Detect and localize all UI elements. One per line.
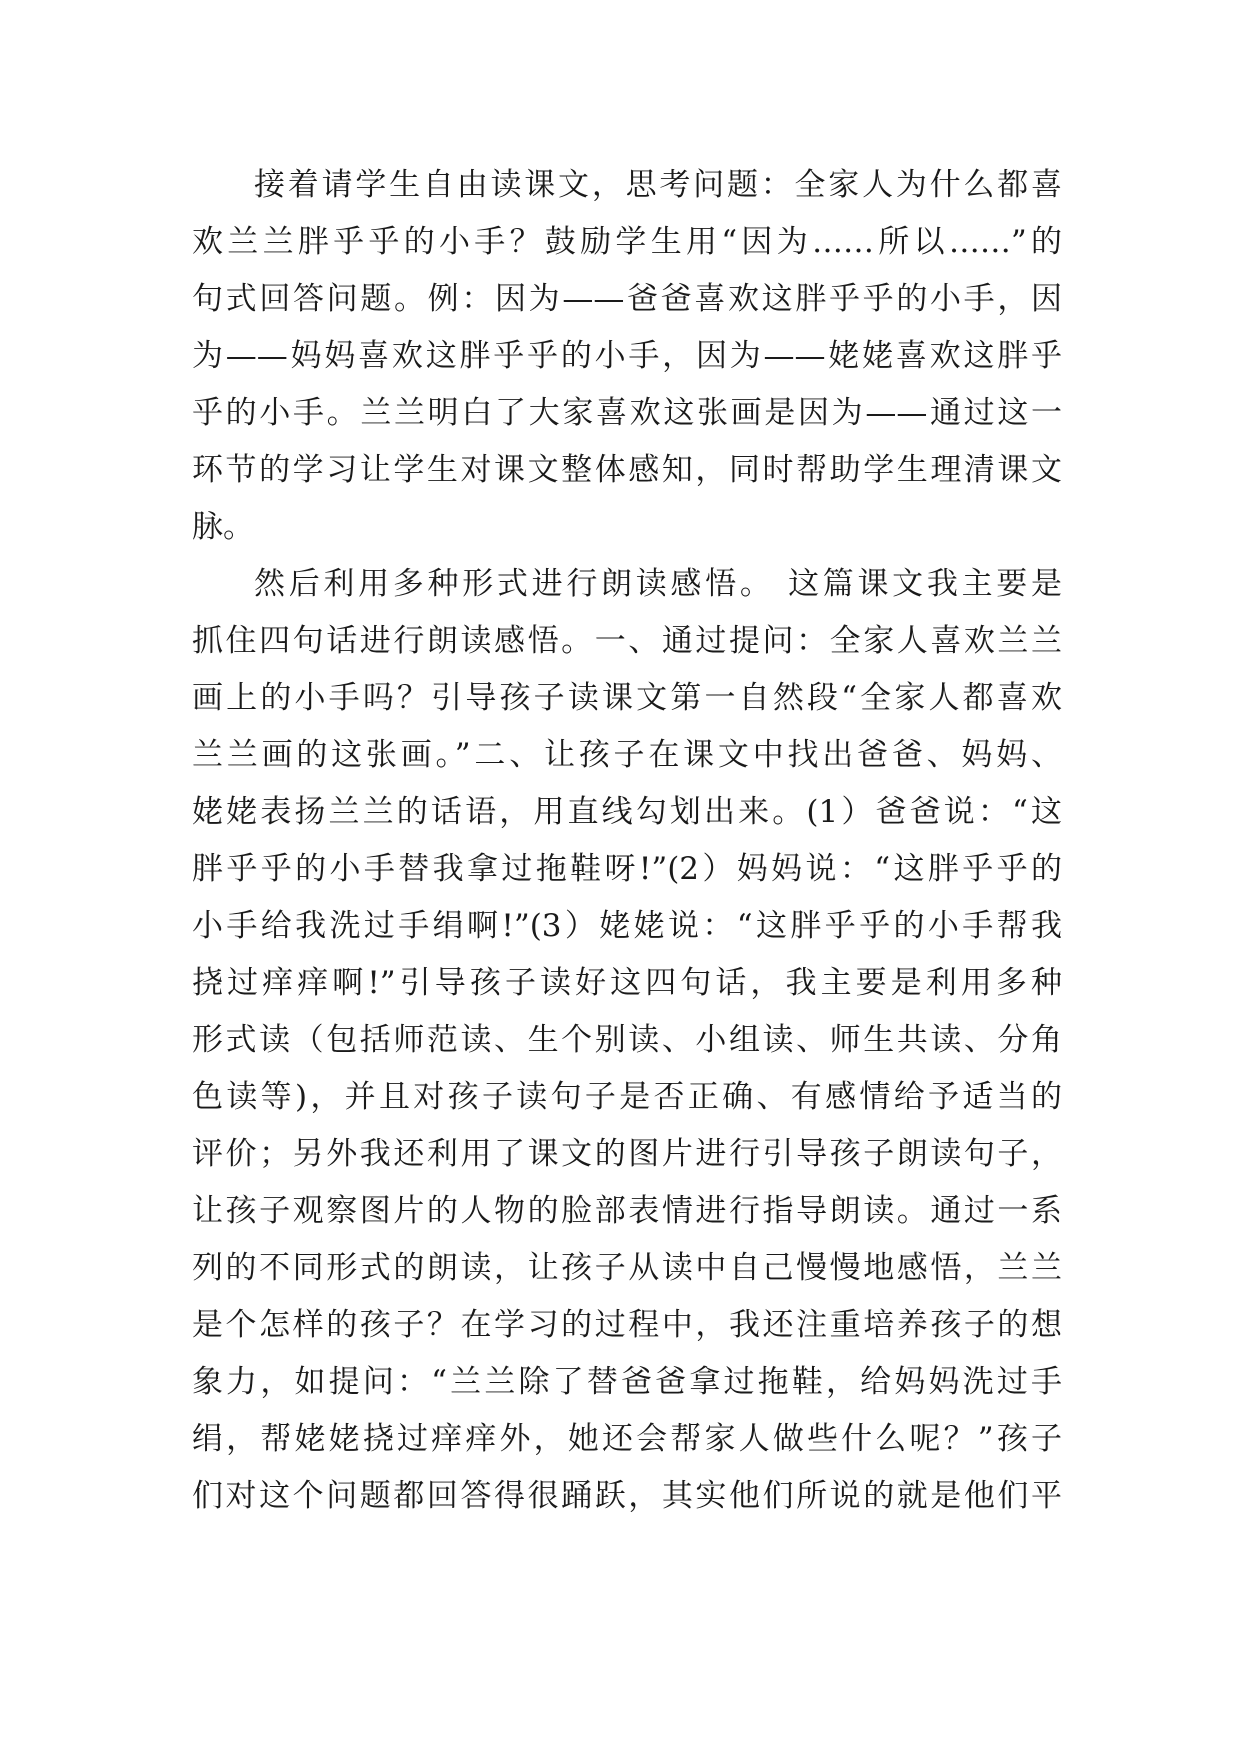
- paragraph-2-line-1: 然后利用多种形式进行朗读感悟。 这篇课文我主要是: [254, 566, 1062, 602]
- paragraph-1-line-1: 接着请学生自由读课文，思考问题：全家人为什么都喜: [254, 167, 1062, 203]
- paragraph-2-line-9: 形式读（包括师范读、生个别读、小组读、师生共读、分角: [192, 1022, 1062, 1058]
- paragraph-2-line-16: 绢，帮姥姥挠过痒痒外，她还会帮家人做些什么呢？”孩子: [192, 1421, 1062, 1457]
- paragraph-1-line-4: 为——妈妈喜欢这胖乎乎的小手，因为——姥姥喜欢这胖乎: [192, 338, 1062, 374]
- paragraph-2-line-14: 是个怎样的孩子？在学习的过程中，我还注重培养孩子的想: [192, 1307, 1062, 1343]
- paragraph-1-line-7: 脉。: [192, 509, 254, 545]
- paragraph-1-line-3: 句式回答问题。例：因为——爸爸喜欢这胖乎乎的小手，因: [192, 281, 1062, 317]
- paragraph-2-line-17: 们对这个问题都回答得很踊跃，其实他们所说的就是他们平: [192, 1478, 1062, 1514]
- paragraph-1-line-5: 乎的小手。兰兰明白了大家喜欢这张画是因为——通过这一: [192, 395, 1062, 431]
- paragraph-2-line-2: 抓住四句话进行朗读感悟。一、通过提问：全家人喜欢兰兰: [192, 623, 1062, 659]
- paragraph-2-line-8: 挠过痒痒啊!”引导孩子读好这四句话，我主要是利用多种: [192, 965, 1062, 1001]
- paragraph-2-line-5: 姥姥表扬兰兰的话语，用直线勾划出来。(1）爸爸说：“这: [192, 794, 1062, 830]
- paragraph-2-line-12: 让孩子观察图片的人物的脸部表情进行指导朗读。通过一系: [192, 1193, 1062, 1229]
- paragraph-2-line-15: 象力，如提问：“兰兰除了替爸爸拿过拖鞋，给妈妈洗过手: [192, 1364, 1062, 1400]
- paragraph-1-line-2: 欢兰兰胖乎乎的小手？鼓励学生用“因为……所以……”的: [192, 224, 1062, 260]
- paragraph-2-line-13: 列的不同形式的朗读，让孩子从读中自己慢慢地感悟，兰兰: [192, 1250, 1062, 1286]
- paragraph-2-line-3: 画上的小手吗？引导孩子读课文第一自然段“全家人都喜欢: [192, 680, 1062, 716]
- paragraph-1-line-6: 环节的学习让学生对课文整体感知，同时帮助学生理清课文: [192, 452, 1062, 488]
- paragraph-2-line-6: 胖乎乎的小手替我拿过拖鞋呀!”(2）妈妈说：“这胖乎乎的: [192, 851, 1062, 887]
- paragraph-2-line-4: 兰兰画的这张画。”二、让孩子在课文中找出爸爸、妈妈、: [192, 737, 1062, 773]
- paragraph-2-line-7: 小手给我洗过手绢啊!”(3）姥姥说：“这胖乎乎的小手帮我: [192, 908, 1062, 944]
- paragraph-2-line-11: 评价；另外我还利用了课文的图片进行引导孩子朗读句子，: [192, 1136, 1062, 1172]
- paragraph-2-line-10: 色读等)，并且对孩子读句子是否正确、有感情给予适当的: [192, 1079, 1062, 1115]
